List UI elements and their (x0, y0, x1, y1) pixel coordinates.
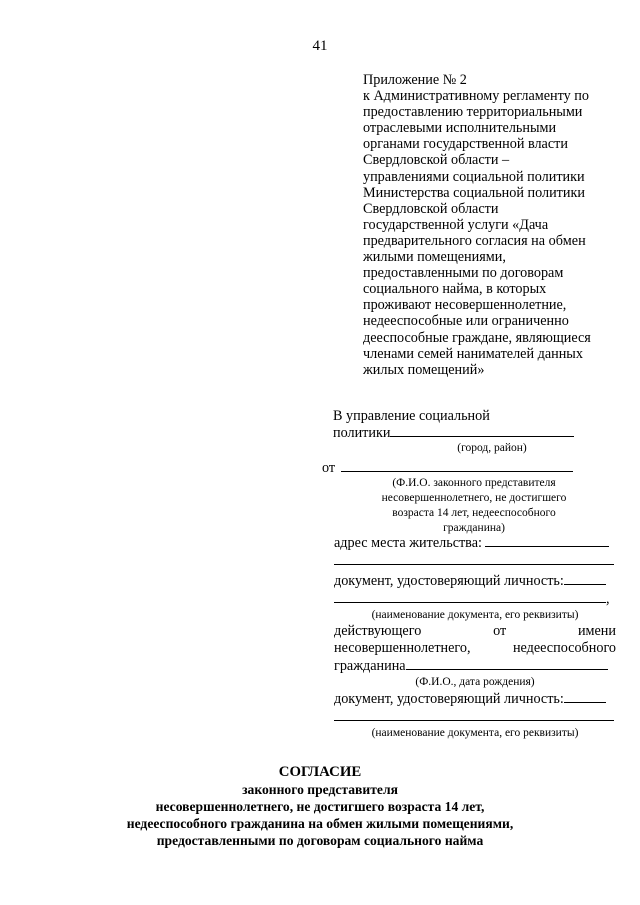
doc-caption-2: (наименование документа, его реквизиты) (371, 727, 579, 739)
address-label: адрес места жительства: (334, 535, 482, 551)
appendix-line: членами семей нанимателей данных (363, 345, 583, 362)
fio-caption-line: гражданина) (443, 522, 505, 534)
appendix-line: Министерства социальной политики (363, 184, 585, 201)
appendix-line: к Административному регламенту по (363, 88, 589, 105)
consent-line: несовершеннолетнего, не достигшего возраста 14 лет, (155, 799, 485, 814)
addressee-block (322, 408, 622, 536)
doc-caption: (наименование документа, его реквизиты) (371, 609, 579, 621)
id-doc-label: документ, удостоверяющий личность: (334, 573, 564, 589)
city-blank[interactable] (390, 424, 574, 437)
appendix-line: социального найма, в которых (363, 281, 547, 298)
consent-line: законного представителя (242, 782, 398, 797)
consent-line: недееспособного гражданина на обмен жилыми помещениями, (126, 816, 514, 831)
address-blank-2[interactable] (334, 552, 614, 565)
appendix-line: проживают несовершеннолетние, (363, 297, 567, 314)
address-blank[interactable] (485, 534, 609, 547)
appendix-line: государственной услуги «Дача (363, 216, 549, 233)
citizen-label: гражданина (334, 658, 406, 674)
appendix-line: недееспособные или ограниченно (363, 313, 569, 330)
consent-line: предоставленными по договорам социального найма (156, 833, 484, 848)
fio-caption-line: (Ф.И.О. законного представителя (392, 477, 556, 489)
to-line-1: В управление социальной (333, 408, 490, 424)
fio-blank[interactable] (341, 459, 573, 472)
appendix-line: предоставленными по договорам (363, 265, 564, 282)
id-doc-blank-4[interactable] (334, 708, 614, 721)
appendix-line: органами государственной власти (363, 136, 568, 153)
trailing-comma: , (606, 591, 610, 607)
appendix-line: Свердловской области – (363, 152, 510, 169)
appendix-line: жилыми помещениями, (363, 249, 506, 266)
appendix-line: дееспособные граждане, являющиеся (363, 329, 591, 346)
appendix-line: Свердловской области (363, 200, 499, 217)
incapable-word: недееспособного (512, 640, 616, 656)
consent-heading (0, 764, 640, 849)
fio-caption-line: возраста 14 лет, недееспособного (392, 507, 556, 519)
appendix-line: Приложение № 2 (363, 72, 467, 88)
id-doc-blank-2[interactable] (334, 590, 606, 603)
id-doc-label-2: документ, удостоверяющий личность: (334, 691, 564, 707)
appendix-header (363, 72, 613, 378)
acting-word: действующего (334, 623, 422, 639)
city-caption: (город, район) (457, 442, 527, 454)
page-number: 41 (312, 38, 328, 54)
to-line-2: политики (333, 425, 391, 441)
details-block (334, 534, 616, 741)
appendix-line: жилых помещений» (363, 361, 485, 378)
id-doc-blank[interactable] (564, 572, 606, 585)
consent-title: СОГЛАСИЕ (278, 764, 362, 780)
citizen-blank[interactable] (406, 657, 608, 670)
appendix-line: предварительного согласия на обмен (363, 232, 586, 249)
acting-word: имени (577, 623, 616, 639)
appendix-line: предоставлению территориальными (363, 104, 583, 121)
minor-word: несовершеннолетнего, (334, 640, 471, 656)
appendix-line: управлениями социальной политики (363, 168, 585, 185)
acting-word: от (493, 623, 507, 639)
fio-caption (349, 476, 599, 536)
from-label: от (322, 460, 336, 476)
fio-caption-line: несовершеннолетнего, не достигшего (381, 492, 567, 504)
citizen-caption: (Ф.И.О., дата рождения) (415, 676, 535, 688)
id-doc-blank-3[interactable] (564, 690, 606, 703)
appendix-line: отраслевыми исполнительными (363, 120, 557, 137)
